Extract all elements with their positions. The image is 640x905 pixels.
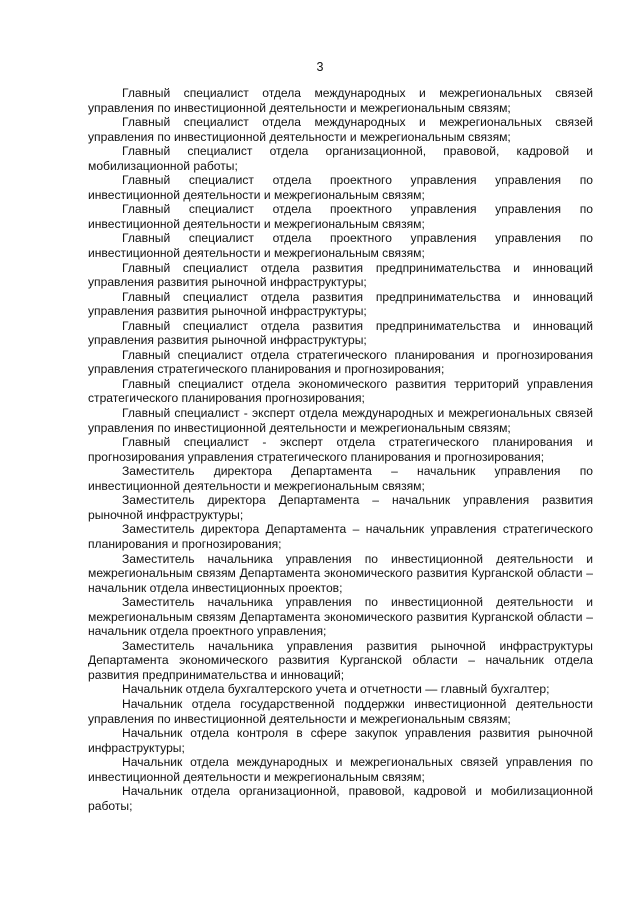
list-item: Начальник отдела контроля в сфере закупок управления развития рыночной инфраструктуры; xyxy=(88,726,593,755)
list-item: Главный специалист отдела проектного управления управления по инвестиционной деятельности и межрегиональным связям; xyxy=(88,173,593,202)
list-item: Главный специалист отдела развития предпринимательства и инноваций управления развития рыночной инфраструктуры; xyxy=(88,289,593,319)
list-item: Начальник отдела государственной поддержки инвестиционной деятельности управления по инвестиционной деятельности и межрегиональным связям; xyxy=(88,696,593,726)
list-item: Главный специалист отдела организационной, правовой, кадровой и мобилизационной работы; xyxy=(88,144,593,173)
list-item: Главный специалист - эксперт отдела стратегического планирования и прогнозирования управления стратегического планирования и прогнозирования; xyxy=(88,435,593,464)
list-item: Начальник отдела организационной, правовой, кадровой и мобилизационной работы; xyxy=(88,784,593,813)
list-item: Главный специалист отдела международных и межрегиональных связей управления по инвестиционной деятельности и межрегиональным связям; xyxy=(88,86,593,115)
list-item: Заместитель начальника управления по инвестиционной деятельности и межрегиональным связям Департамента экономического развития Курганской области – начальник отдела инвестиционных проектов; xyxy=(88,551,593,595)
list-item: Начальник отдела бухгалтерского учета и отчетности — главный бухгалтер; xyxy=(122,682,550,697)
list-item: Заместитель начальника управления по инвестиционной деятельности и межрегиональным связям Департамента экономического развития Курганской области – начальник отдела проектного управления; xyxy=(88,595,593,639)
list-item: Главный специалист отдела экономического развития территорий управления стратегического планирования прогнозирования; xyxy=(88,376,593,406)
list-item: Заместитель директора Департамента – начальник управления по инвестиционной деятельности и межрегиональным связям; xyxy=(88,464,593,493)
list-item: Главный специалист отдела развития предпринимательства и инноваций управления развития рыночной инфраструктуры; xyxy=(88,260,593,290)
list-item: Заместитель директора Департамента – начальник управления стратегического планирования и прогнозирования; xyxy=(88,522,593,551)
list-item: Начальник отдела международных и межрегиональных связей управления по инвестиционной деятельности и межрегиональным связям; xyxy=(88,755,593,784)
document-body xyxy=(88,86,593,813)
page-number: 3 xyxy=(316,60,324,74)
list-item: Главный специалист отдела проектного управления управления по инвестиционной деятельности и межрегиональным связям; xyxy=(88,231,593,261)
list-item: Главный специалист отдела развития предпринимательства и инноваций управления развития рыночной инфраструктуры; xyxy=(88,318,593,348)
list-item: Главный специалист - эксперт отдела международных и межрегиональных связей управления по инвестиционной деятельности и межрегиональным связям; xyxy=(88,406,593,435)
list-item: Главный специалист отдела проектного управления управления по инвестиционной деятельности и межрегиональным связям; xyxy=(88,202,593,231)
list-item: Заместитель директора Департамента – начальник управления развития рыночной инфраструктуры; xyxy=(88,493,593,522)
list-item: Главный специалист отдела стратегического планирования и прогнозирования управления стратегического планирования и прогнозирования; xyxy=(88,347,593,377)
list-item: Заместитель начальника управления развития рыночной инфраструктуры Департамента экономического развития Курганской области – начальник отдела развития предпринимательства и инноваций; xyxy=(88,638,593,682)
list-item: Главный специалист отдела международных и межрегиональных связей управления по инвестиционной деятельности и межрегиональным связям; xyxy=(88,115,593,144)
